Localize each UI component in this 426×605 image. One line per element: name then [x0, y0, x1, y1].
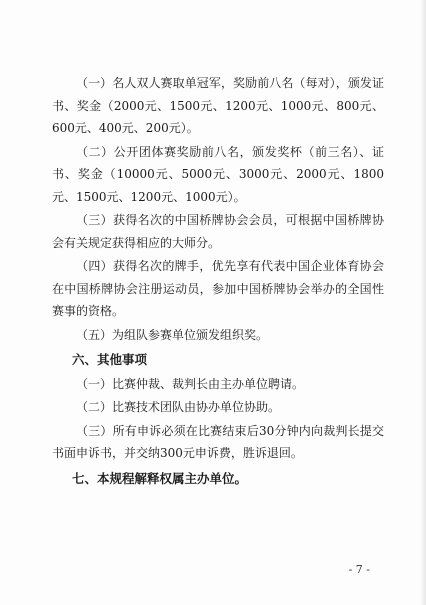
paragraph-organization-award: （五）为组队参赛单位颁发组织奖。 — [76, 327, 269, 342]
page-edge-shadow — [420, 0, 426, 605]
paragraph-award-pairs: （一）名人双人赛取单冠军，奖励前八名（每对），颁发证书、奖金（2000元、1500元、1200元、1000元、800元、600元、400元、200元）。 — [52, 76, 384, 135]
section-heading-other-matters: 六、其他事项 — [72, 352, 148, 367]
page-number: - 7 - — [348, 563, 370, 576]
paragraph-arbitration: （一）比赛仲裁、裁判长由主办单位聘请。 — [76, 376, 305, 391]
section-heading-interpretation: 七、本规程解释权属主办单位。 — [72, 470, 248, 486]
paragraph-technical-team: （二）比赛技术团队由协办单位协助。 — [76, 400, 281, 414]
paragraph-appeals: （三）所有申诉必须在比赛结束后30分钟内向裁判长提交书面申诉书，并交纳300元申诉费，胜诉退回。 — [52, 423, 384, 460]
paragraph-master-points: （三）获得名次的中国桥牌协会会员，可根据中国桥牌协会有关规定获得相应的大师分。 — [52, 213, 384, 250]
document-body — [52, 72, 384, 491]
paragraph-award-teams: （二）公开团体赛奖励前八名，颁发奖杯（前三名）、证书、奖金（10000元、5000元、3000元、2000元、1800元、1500元、1200元、1000元）。 — [52, 144, 384, 204]
paragraph-priority-registration: （四）获得名次的牌手，优先享有代表中国企业体育协会在中国桥牌协会注册运动员，参加中国桥牌协会举办的全国性赛事的资格。 — [52, 259, 384, 318]
